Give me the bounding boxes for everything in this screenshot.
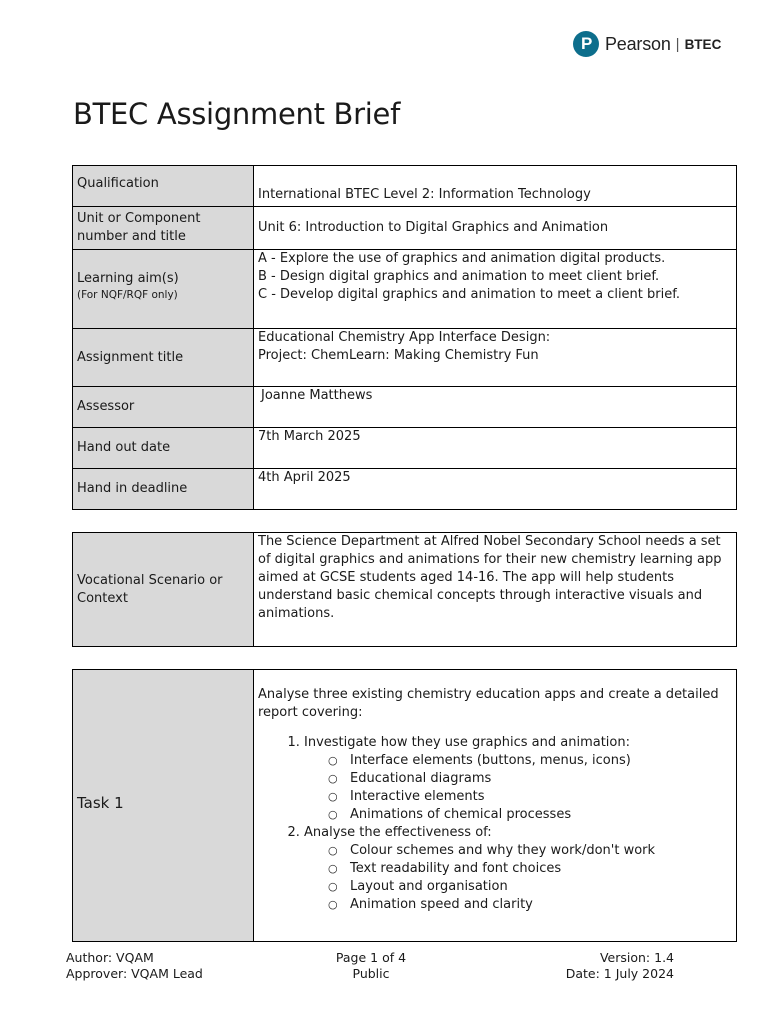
task-table: [72, 669, 737, 942]
unit-value: Unit 6: Introduction to Digital Graphics and Animation: [254, 207, 737, 250]
task1-step-title: Investigate how they use graphics and animation:: [304, 735, 630, 750]
learning-aim-b: B - Design digital graphics and animation to meet client brief.: [258, 269, 660, 284]
qualification-row: [73, 166, 737, 207]
task1-step-title: Analyse the effectiveness of:: [304, 825, 492, 840]
unit-row: [73, 207, 737, 250]
task1-step: [304, 824, 732, 914]
qualification-value: International BTEC Level 2: Information Technology: [254, 166, 737, 207]
list-item: ○ Animations of chemical processes: [350, 806, 732, 824]
task1-step-bullets: [304, 752, 732, 824]
pearson-logo-icon: P: [573, 31, 599, 57]
list-item: ○ Colour schemes and why they work/don't work: [350, 842, 732, 860]
scenario-label: [73, 533, 254, 647]
task1-content: [254, 670, 737, 942]
assignment-title-label: Assignment title: [73, 329, 254, 387]
hand-out-label: Hand out date: [73, 428, 254, 469]
assessor-value: Joanne Matthews: [254, 387, 737, 428]
footer-right: [560, 950, 674, 982]
footer-approver: Approver: VQAM Lead: [66, 966, 203, 981]
assessor-label: Assessor: [73, 387, 254, 428]
logo-brand: Pearson: [605, 33, 671, 54]
qualification-label: Qualification: [73, 166, 254, 207]
list-item: ○ Text readability and font choices: [350, 860, 732, 878]
logo-product: BTEC: [684, 36, 722, 52]
learning-aims-row: [73, 250, 737, 329]
scenario-table: [72, 532, 737, 647]
learning-aim-c: C - Develop digital graphics and animation to meet a client brief.: [258, 287, 680, 302]
hand-in-row: [73, 469, 737, 510]
task1-step: [304, 734, 732, 824]
task1-intro: Analyse three existing chemistry education apps and create a detailed report covering:: [258, 687, 719, 720]
learning-aim-a: A - Explore the use of graphics and animation digital products.: [258, 251, 666, 266]
task1-row: [73, 670, 737, 942]
hand-out-row: [73, 428, 737, 469]
pearson-btec-logo: [573, 31, 721, 57]
list-item: ○ Interactive elements: [350, 788, 732, 806]
scenario-label-line1: Vocational Scenario or: [77, 572, 223, 588]
footer-center: [311, 950, 431, 982]
footer-author: Author: VQAM: [66, 950, 154, 965]
hand-out-value: 7th March 2025: [254, 428, 737, 469]
learning-aims-title: Learning aim(s): [77, 271, 179, 286]
list-item: ○ Interface elements (buttons, menus, icons): [350, 752, 732, 770]
list-item: ○ Educational diagrams: [350, 770, 732, 788]
page-title: BTEC Assignment Brief: [73, 97, 400, 131]
logo-separator: |: [675, 35, 680, 53]
footer-page: Page 1 of 4: [335, 950, 407, 965]
footer-date: Date: 1 July 2024: [565, 966, 674, 981]
scenario-text: The Science Department at Alfred Nobel Secondary School needs a set of digital graphics and animations for their new chemistry learning app aimed at GCSE students aged 14-16. The app will help students understand basic chemical concepts through interactive visuals and animations.: [254, 533, 737, 647]
assignment-title-value: [254, 329, 737, 387]
footer-version: Version: 1.4: [599, 950, 674, 965]
hand-in-label: Hand in deadline: [73, 469, 254, 510]
list-item: ○ Layout and organisation: [350, 878, 732, 896]
assignment-title-line2: Project: ChemLearn: Making Chemistry Fun: [258, 348, 539, 363]
assignment-title-line1: Educational Chemistry App Interface Design:: [258, 330, 551, 345]
unit-label-line2: number and title: [77, 229, 186, 244]
footer-left: [66, 950, 203, 982]
task1-steps: [258, 734, 732, 914]
scenario-row: [73, 533, 737, 647]
assignment-title-row: [73, 329, 737, 387]
hand-in-value: 4th April 2025: [254, 469, 737, 510]
list-item: ○ Animation speed and clarity: [350, 896, 732, 914]
learning-aims-value: [254, 250, 737, 329]
footer-classification: Public: [352, 966, 390, 981]
task1-step-bullets: [304, 842, 732, 914]
assignment-details-table: [72, 165, 737, 510]
assessor-row: [73, 387, 737, 428]
unit-label: [73, 207, 254, 250]
task1-label: Task 1: [73, 670, 254, 942]
learning-aims-note: (For NQF/RQF only): [77, 289, 178, 301]
scenario-label-line2: Context: [77, 590, 128, 606]
learning-aims-label: [73, 250, 254, 329]
unit-label-line1: Unit or Component: [77, 211, 201, 226]
